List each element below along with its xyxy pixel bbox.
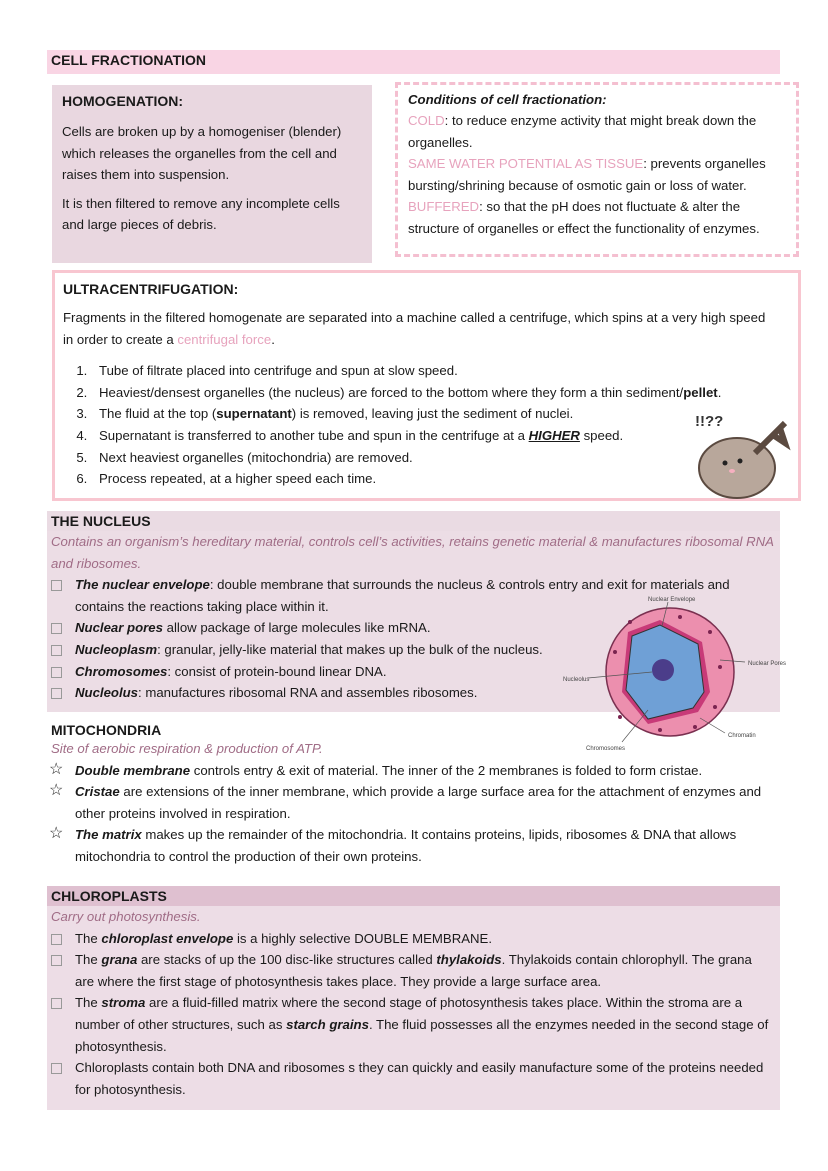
heading: CELL FRACTIONATION xyxy=(51,52,207,68)
list-item xyxy=(408,196,786,239)
text-segment: speed. xyxy=(579,427,624,443)
text-segment: makes up the remainder of the mitochondria. It contains proteins, lipids, ribosomes & DNA that allows mitochondria to control the production of their own proteins. xyxy=(75,827,737,864)
text-segment: Fragments in the filtered homogenate are separated into a machine called a centrifuge, which spins at a very high speed in order to create a xyxy=(63,310,766,347)
text-segment: Process repeated, at a higher speed each time. xyxy=(99,471,377,487)
text-segment: : manufactures ribosomal RNA and assembles ribosomes. xyxy=(138,685,478,701)
homogenation-text-2: It is then filtered to remove any incomplete cells and large pieces of debris. xyxy=(62,195,340,233)
mitochondria-subtitle: Site of aerobic respiration & production of ATP. xyxy=(51,741,323,756)
emphasis-text: thylakoids xyxy=(436,952,502,968)
nucleus-subtitle: Contains an organism’s hereditary material, controls cell’s activities, retains genetic material & manufactures ribosomal RNA and ribosomes. xyxy=(51,534,774,571)
emphasis-text: SAME WATER POTENTIAL AS TISSUE xyxy=(408,156,644,172)
conditions-list xyxy=(408,110,786,240)
chloroplasts-title: CHLOROPLASTS xyxy=(51,888,167,904)
homogenation-box xyxy=(52,85,372,263)
mitochondria-title: MITOCHONDRIA xyxy=(51,722,162,738)
text-segment: . xyxy=(717,384,722,400)
emphasis-text: stroma xyxy=(101,995,146,1011)
emphasis-text: chloroplast envelope xyxy=(101,930,234,946)
text-segment: The fluid at the top ( xyxy=(99,406,217,422)
list-item xyxy=(75,928,772,950)
text-segment: The xyxy=(75,930,102,946)
text-segment: : granular, jelly-like material that makes up the bulk of the nucleus. xyxy=(157,641,543,657)
emphasis-text: BUFFERED xyxy=(408,199,480,215)
label-chromatin: Chromatin xyxy=(728,733,756,739)
list-item xyxy=(75,1057,772,1100)
list-item xyxy=(408,110,786,153)
label-chromosomes: Chromosomes xyxy=(586,746,626,752)
list-item xyxy=(75,824,780,867)
chloroplasts-subtitle: Carry out photosynthesis. xyxy=(51,909,201,924)
text-segment: : double membrane that surrounds the nucleus & controls entry and exit for materials and contains the reactions taking place within it. xyxy=(75,577,730,614)
emphasis-text: centrifugal force xyxy=(177,331,272,347)
emphasis-text: The matrix xyxy=(75,827,142,843)
text-segment: Tube of filtrate placed into centrifuge and spun at slow speed. xyxy=(99,363,458,379)
text-segment: : to reduce enzyme activity that might break down the organelles. xyxy=(408,113,757,150)
text-segment: Next heaviest organelles (mitochondria) are removed. xyxy=(99,449,413,465)
emphasis-text: COLD xyxy=(408,113,445,128)
label-nucleolus: Nucleolus xyxy=(563,677,590,683)
label-nuclear-pores: Nuclear Pores xyxy=(748,661,787,667)
label-nuclear-envelope: Nuclear Envelope xyxy=(648,597,696,603)
emphasis-text: Double membrane xyxy=(75,762,191,778)
text-segment: The xyxy=(75,995,102,1011)
text-segment: . Thylakoids contain chlorophyll. The grana are where the first stage of photosynthesis takes place. They provide a large surface area. xyxy=(75,952,752,989)
list-item xyxy=(75,760,780,782)
cat-exclamation: !!?? xyxy=(695,413,724,430)
text-segment: : so that the pH does not fluctuate & alter the structure of organelles or effect the functionality of enzymes. xyxy=(408,199,760,236)
text-segment: allow package of large molecules like mRNA. xyxy=(162,620,431,636)
text-segment: . xyxy=(271,331,275,347)
list-item xyxy=(91,360,790,382)
homogenation-title: HOMOGENATION: xyxy=(62,93,184,109)
list-item xyxy=(75,992,772,1057)
list-item xyxy=(75,949,772,992)
ultracentrifugation-title: ULTRACENTRIFUGATION: xyxy=(63,281,239,297)
emphasis-text: starch grains xyxy=(286,1016,369,1032)
emphasis-text: Nucleoplasm xyxy=(75,641,158,657)
text-segment: Supernatant is transferred to another tube and spun in the centrifuge at a xyxy=(99,427,529,443)
chloroplasts-section xyxy=(47,886,780,1110)
chloroplasts-list xyxy=(47,928,780,1101)
cat-sticker-icon xyxy=(685,413,795,503)
section-header-cell-fractionation xyxy=(47,50,780,74)
emphasis-text: HIGHER xyxy=(528,427,580,443)
text-segment: The xyxy=(75,952,102,968)
list-item xyxy=(75,781,780,824)
text-segment: ) is removed, leaving just the sediment of nuclei. xyxy=(291,406,574,422)
text-segment: Chloroplasts contain both DNA and ribosomes s they can quickly and easily manufacture some of the proteins needed for photosynthesis. xyxy=(75,1060,764,1097)
homogenation-text-1: Cells are broken up by a homogeniser (blender) which releases the organelles from the cell and raises them into suspension. xyxy=(62,124,342,183)
emphasis-text: The nuclear envelope xyxy=(75,577,210,593)
ultracentrifugation-box xyxy=(52,270,801,501)
text-segment: : consist of protein-bound linear DNA. xyxy=(167,663,387,679)
emphasis-text: pellet xyxy=(683,384,718,400)
text-segment: . The fluid possesses all the enzymes needed in the second stage of photosynthesis. xyxy=(75,1016,769,1054)
conditions-box xyxy=(395,82,799,257)
text-segment: is a highly selective DOUBLE MEMBRANE. xyxy=(233,930,493,946)
emphasis-text: Nucleolus xyxy=(75,685,139,701)
list-item xyxy=(91,382,790,404)
mitochondria-section xyxy=(47,722,780,868)
emphasis-text: supernatant xyxy=(216,406,292,422)
text-segment: are a fluid-filled matrix where the second stage of photosynthesis takes place. Within the stroma are a number of other structures, such as xyxy=(75,995,743,1032)
emphasis-text: Chromosomes xyxy=(75,663,168,679)
text-segment: Heaviest/densest organelles (the nucleus) are forced to the bottom where they form a thin sediment/ xyxy=(99,384,684,400)
list-item xyxy=(408,153,786,196)
conditions-title: Conditions of cell fractionation: xyxy=(408,92,607,107)
emphasis-text: grana xyxy=(101,952,138,968)
text-segment: controls entry & exit of material. The inner of the 2 membranes is folded to form cristae. xyxy=(190,762,703,778)
emphasis-text: Cristae xyxy=(75,784,120,800)
text-segment: are stacks of up the 100 disc-like structures called xyxy=(137,952,437,968)
mitochondria-list xyxy=(47,760,780,868)
ultracentrifugation-intro xyxy=(63,307,790,350)
emphasis-text: Nuclear pores xyxy=(75,620,163,636)
text-segment: are extensions of the inner membrane, which provide a large surface area for the attachment of enzymes and other proteins involved in respiration. xyxy=(75,784,762,821)
text-segment: : prevents organelles bursting/shrining because of osmotic gain or loss of water. xyxy=(408,156,766,193)
nucleus-title: THE NUCLEUS xyxy=(51,513,151,529)
